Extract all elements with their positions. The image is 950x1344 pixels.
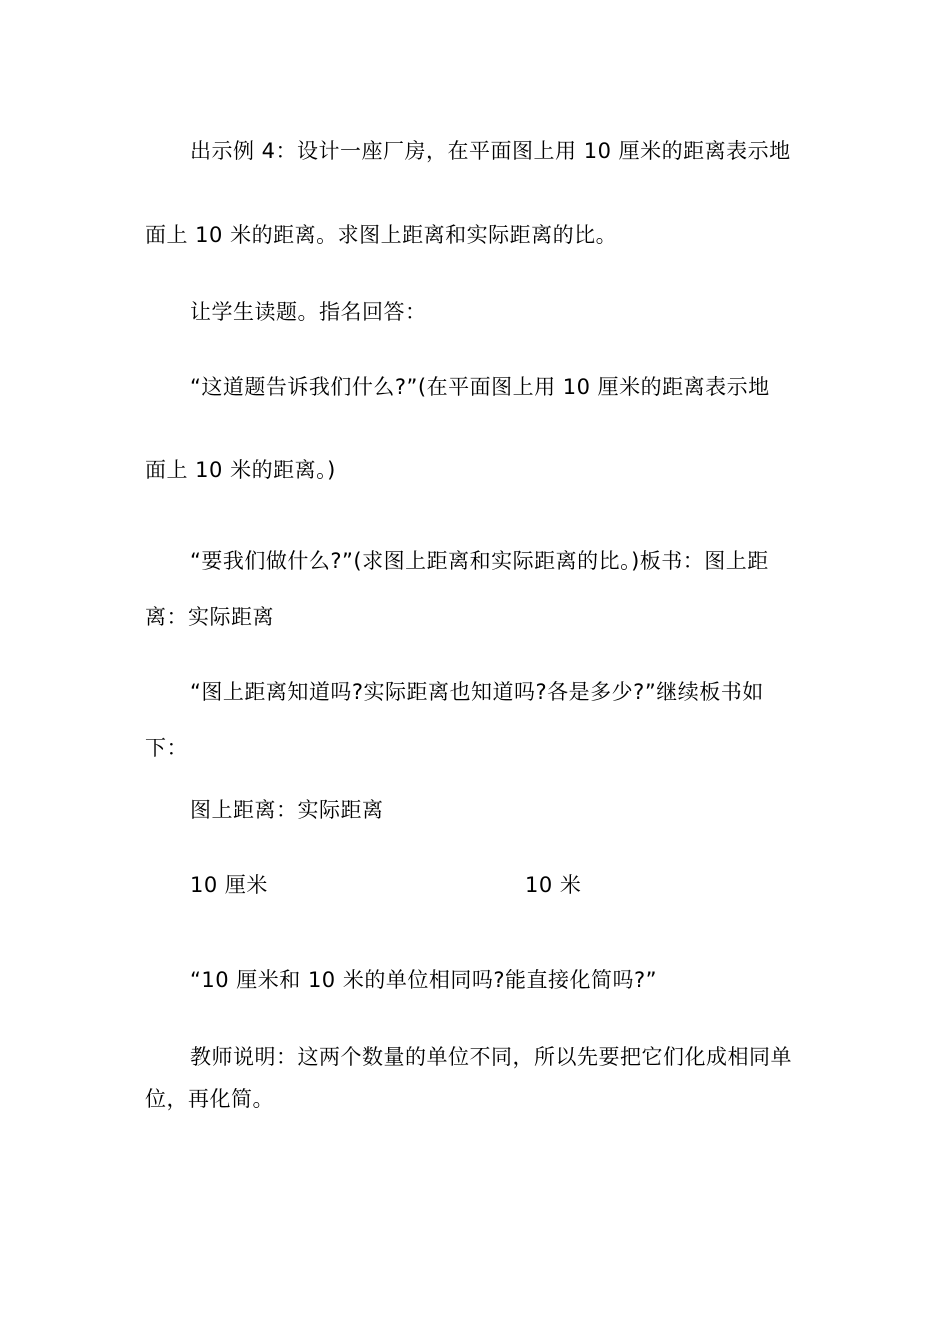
paragraph-teacher-explanation-line-2: 位，再化简。 xyxy=(145,1087,274,1111)
paragraph-teacher-explanation-line-1: 教师说明：这两个数量的单位不同，所以先要把它们化成相同单 xyxy=(190,1045,792,1069)
paragraph-question-2-line-2: 离：实际距离 xyxy=(145,605,274,629)
paragraph-question-1-line-1: “这道题告诉我们什么?”(在平面图上用 10 厘米的距离表示地 xyxy=(190,375,770,399)
paragraph-question-3-line-2: 下： xyxy=(145,736,188,760)
paragraph-question-3-line-1: “图上距离知道吗?实际距离也知道吗?各是多少?”继续板书如 xyxy=(190,680,764,704)
paragraph-example-4-line-1: 出示例 4：设计一座厂房，在平面图上用 10 厘米的距离表示地 xyxy=(190,139,791,163)
paragraph-example-4-line-2: 面上 10 米的距离。求图上距离和实际距离的比。 xyxy=(145,223,618,247)
board-ratio-header: 图上距离：实际距离 xyxy=(190,798,384,822)
paragraph-read-question: 让学生读题。指名回答： xyxy=(190,300,427,324)
board-value-map-distance: 10 厘米 xyxy=(190,873,268,897)
paragraph-question-1-line-2: 面上 10 米的距离。) xyxy=(145,458,336,482)
paragraph-question-4: “10 厘米和 10 米的单位相同吗?能直接化简吗?” xyxy=(190,968,658,992)
board-value-actual-distance: 10 米 xyxy=(525,873,582,897)
paragraph-question-2-line-1: “要我们做什么?”(求图上距离和实际距离的比。)板书：图上距 xyxy=(190,549,769,573)
